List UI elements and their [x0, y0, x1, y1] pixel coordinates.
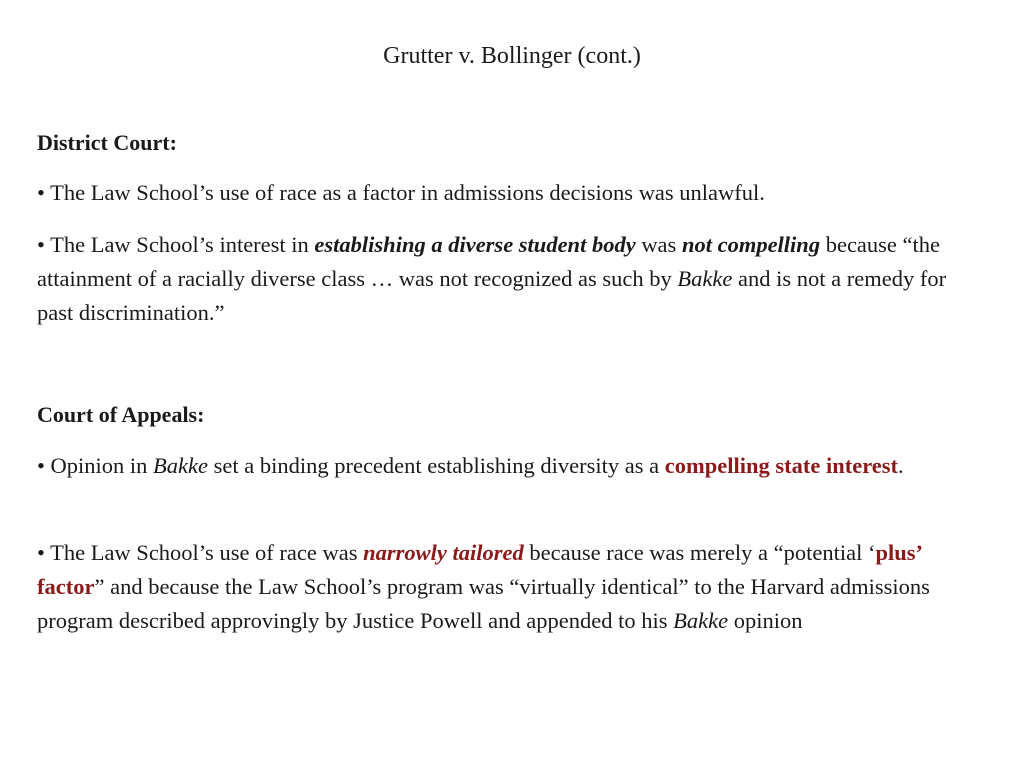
text: ” and because the Law School’s program was “virtually identical” to the Harvard admissions program described approvingly by Justice Powell and appended to his: [37, 574, 930, 633]
text: • The Law School’s use of race was: [37, 540, 364, 565]
case-name-bakke: Bakke: [677, 266, 733, 291]
appeals-bullet-2: [37, 536, 987, 638]
court-of-appeals-heading: Court of Appeals:: [37, 402, 205, 427]
district-bullet-2: [37, 228, 987, 330]
emphasis-plus-factor: plus’ factor: [37, 540, 922, 599]
emphasis-narrowly-tailored: narrowly tailored: [363, 540, 524, 565]
text: and is not a remedy for past discrimination.”: [37, 266, 947, 325]
emphasis-not-compelling: not compelling: [681, 232, 821, 257]
district-bullet-1: • The Law School’s use of race as a factor in admissions decisions was unlawful.: [37, 180, 765, 205]
emphasis-diverse-student-body: establishing a diverse student body: [314, 232, 636, 257]
text: because “the attainment of a racially diverse class … was not recognized as such by: [37, 232, 941, 291]
case-name-bakke: Bakke: [673, 608, 729, 633]
text: because race was merely a “potential ‘: [523, 540, 876, 565]
text: • The Law School’s interest in: [37, 232, 315, 257]
appeals-bullet-1: [37, 449, 987, 483]
district-court-heading: District Court:: [37, 130, 177, 155]
slide-title: Grutter v. Bollinger (cont.): [383, 43, 641, 69]
case-name-bakke: Bakke: [153, 453, 208, 478]
text: • Opinion in: [37, 453, 154, 478]
text: set a binding precedent establishing diversity as a: [207, 453, 665, 478]
text: was: [635, 232, 682, 257]
text: .: [898, 453, 904, 478]
text: opinion: [728, 608, 803, 633]
emphasis-compelling-state-interest: compelling state interest: [664, 453, 899, 478]
